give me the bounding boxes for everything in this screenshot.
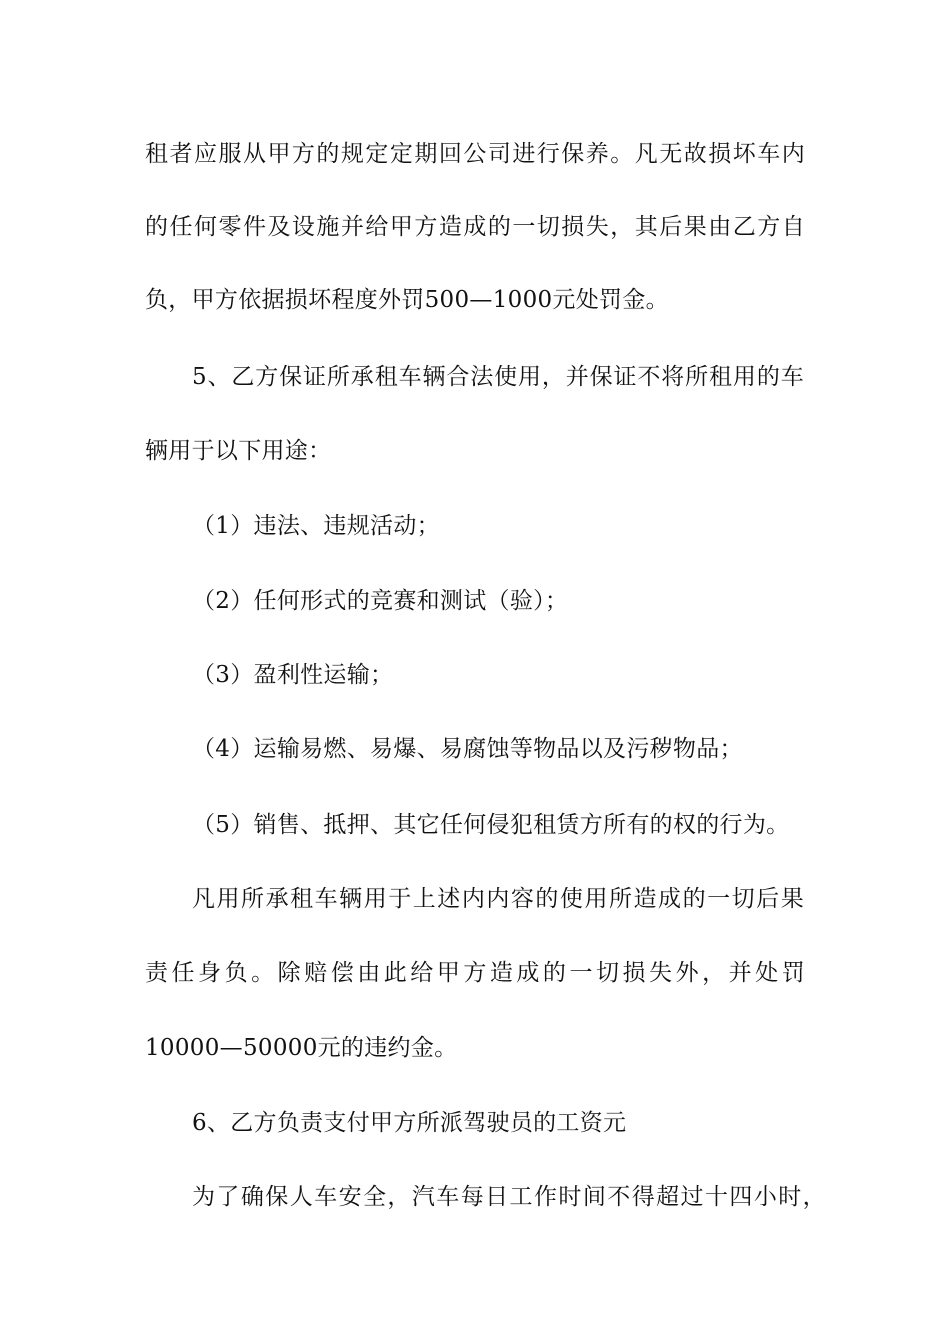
list-item-1: （1）违法、违规活动； xyxy=(192,513,440,539)
consequence-line-3: 10000—50000元的违约金。 xyxy=(145,1035,458,1061)
clause-5-line-1: 5、乙方保证所承租车辆合法使用，并保证不将所租用的车 xyxy=(192,364,804,390)
safety-line: 为了确保人车安全，汽车每日工作时间不得超过十四小时， xyxy=(192,1184,826,1210)
consequence-line-1: 凡用所承租车辆用于上述内内容的使用所造成的一切后果 xyxy=(192,886,804,912)
clause-5-line-2: 辆用于以下用途： xyxy=(145,438,332,464)
clause-6-line: 6、乙方负责支付甲方所派驾驶员的工资元 xyxy=(192,1110,627,1136)
list-item-5: （5）销售、抵押、其它任何侵犯租赁方所有的权的行为。 xyxy=(192,812,790,838)
list-item-2: （2）任何形式的竞赛和测试（验）； xyxy=(192,588,569,614)
paragraph-line-3: 负，甲方依据损坏程度外罚500—1000元处罚金。 xyxy=(145,287,669,313)
list-item-4: （4）运输易燃、易爆、易腐蚀等物品以及污秽物品； xyxy=(192,736,743,762)
paragraph-line-2: 的任何零件及设施并给甲方造成的一切损失，其后果由乙方自 xyxy=(145,214,805,240)
paragraph-line-1: 租者应服从甲方的规定定期回公司进行保养。凡无故损坏车内 xyxy=(145,141,805,167)
list-item-3: （3）盈利性运输； xyxy=(192,662,394,688)
consequence-line-2: 责任身负。除赔偿由此给甲方造成的一切损失外，并处罚 xyxy=(145,960,805,986)
